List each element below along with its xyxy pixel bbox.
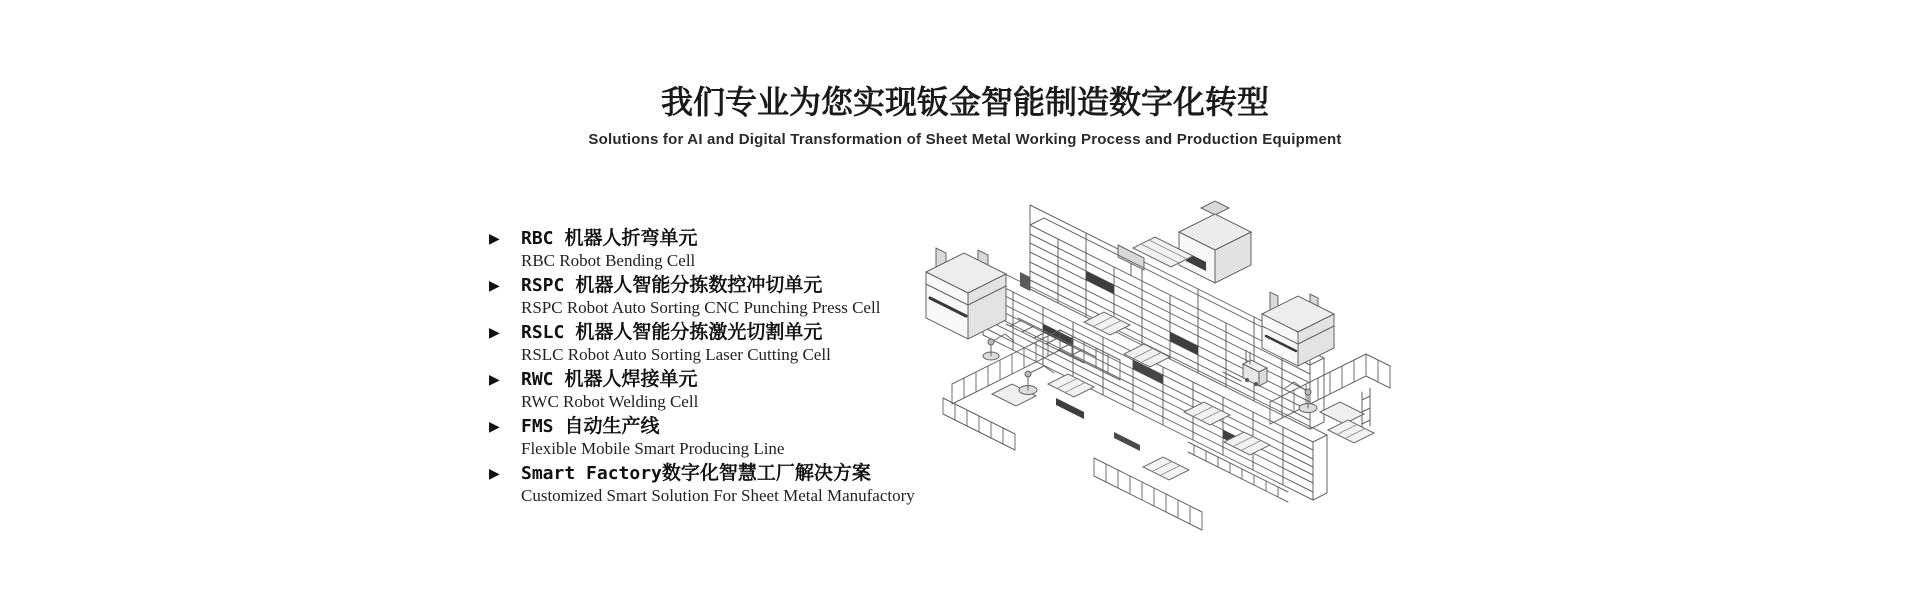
product-code: RSPC [521,275,565,296]
product-name-zh: 自动生产线 [564,416,660,437]
product-name-zh: 机器人智能分拣激光切割单元 [575,322,823,343]
product-name-en: RSPC Robot Auto Sorting CNC Punching Press Cell [521,298,881,317]
arrow-right-icon: ▶ [489,418,500,434]
arrow-right-icon: ▶ [489,324,500,340]
product-code: RSLC [521,322,565,343]
product-name-en: RWC Robot Welding Cell [521,392,699,411]
arrow-right-icon: ▶ [489,465,500,481]
product-name-en: Customized Smart Solution For Sheet Metal Manufactory [521,486,915,505]
arrow-right-icon: ▶ [489,371,500,387]
factory-line-illustration [888,172,1428,534]
product-name-en: RBC Robot Bending Cell [521,251,696,270]
product-name-zh: 数字化智慧工厂解决方案 [661,463,871,484]
product-code: FMS [521,416,554,437]
product-code: RBC [521,228,554,249]
product-code: RWC [521,369,554,390]
product-name-zh: 机器人智能分拣数控冲切单元 [575,275,823,296]
product-name-en: Flexible Mobile Smart Producing Line [521,439,785,458]
arrow-right-icon: ▶ [489,230,500,246]
product-name-en: RSLC Robot Auto Sorting Laser Cutting Cell [521,345,831,364]
header-block [445,82,1485,149]
product-name-zh: 机器人折弯单元 [564,228,698,249]
page-subtitle: Solutions for AI and Digital Transformation of Sheet Metal Working Process and Production Equipment [588,131,1342,148]
page-title: 我们专业为您实现钣金智能制造数字化转型 [660,84,1269,120]
product-name-zh: 机器人焊接单元 [564,369,698,390]
product-code: Smart Factory [521,463,662,484]
arrow-right-icon: ▶ [489,277,500,293]
